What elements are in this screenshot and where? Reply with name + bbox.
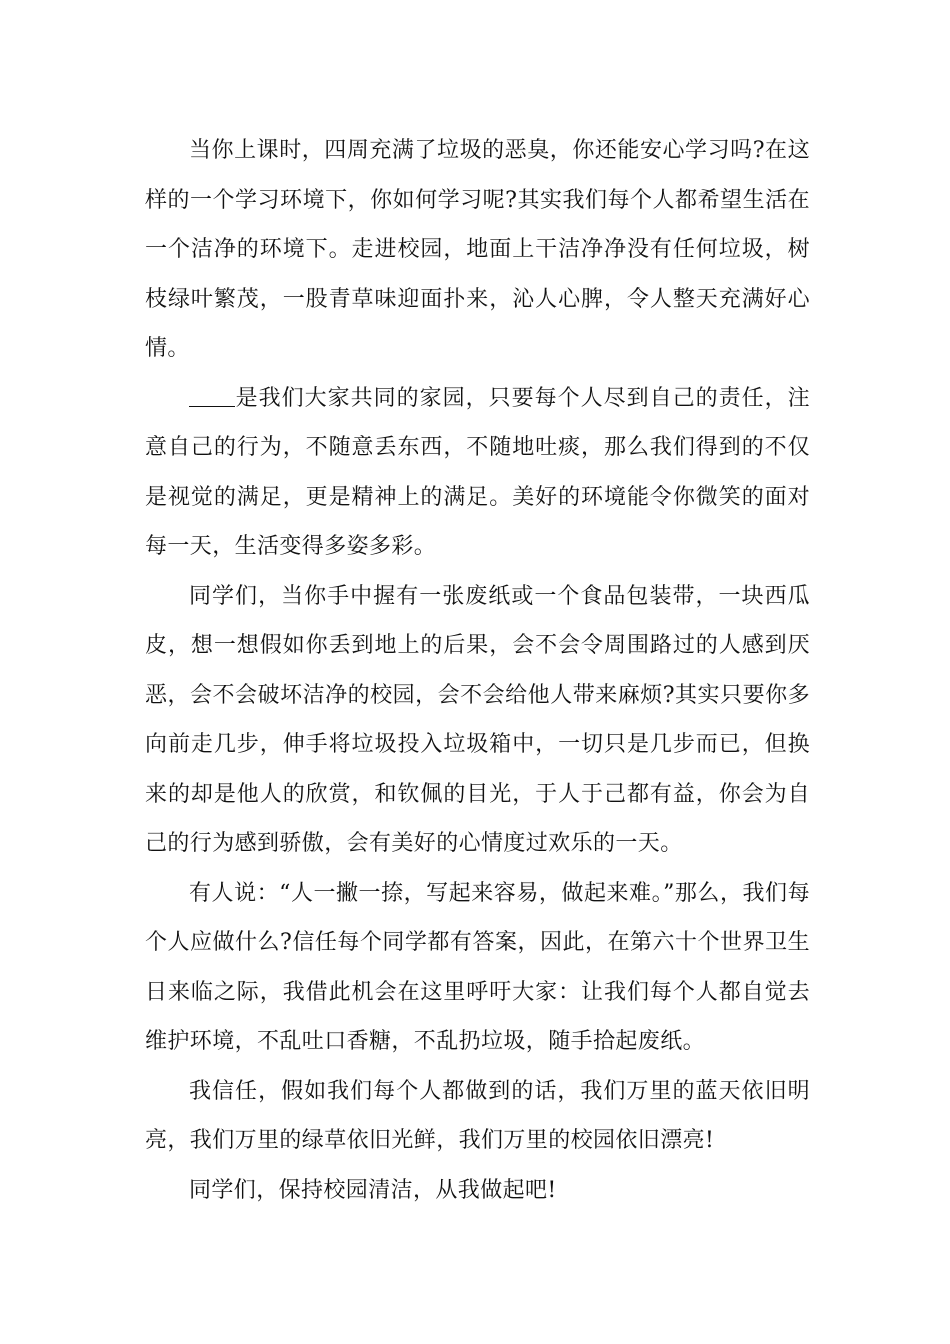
fill-in-blank [189,386,235,407]
paragraph-1-text: 当你上课时，四周充满了垃圾的恶臭，你还能安心学习吗?在这样的一个学习环境下，你如何学习呢?其实我们每个人都希望生活在一个洁净的环境下。走进校园，地面上干洁净净没有任何垃圾，树枝绿叶繁茂，一股青草味迎面扑来，沁人心脾，令人整天充满好心情。 [145,138,810,361]
paragraph-5-text: 我信任，假如我们每个人都做到的话，我们万里的蓝天依旧明亮，我们万里的绿草依旧光鲜，我们万里的校园依旧漂亮! [145,1078,810,1153]
paragraph-6-text: 同学们，保持校园清洁，从我做起吧! [189,1177,557,1203]
paragraph-4 [145,869,810,1067]
paragraph-2-text: 是我们大家共同的家园，只要每个人尽到自己的责任，注意自己的行为，不随意丢东西，不随地吐痰，那么我们得到的不仅是视觉的满足，更是精神上的满足。美好的环境能令你微笑的面对每一天，生活变得多姿多彩。 [145,385,810,559]
paragraph-6 [145,1166,810,1216]
paragraph-2 [145,374,810,572]
document-body [145,126,810,1215]
paragraph-3 [145,572,810,869]
paragraph-3-text: 同学们，当你手中握有一张废纸或一个食品包装带，一块西瓜皮，想一想假如你丢到地上的后果，会不会令周围路过的人感到厌恶，会不会破坏洁净的校园，会不会给他人带来麻烦?其实只要你多向前走几步，伸手将垃圾投入垃圾箱中，一切只是几步而已，但换来的却是他人的欣赏，和钦佩的目光，于人于己都有益，你会为自己的行为感到骄傲，会有美好的心情度过欢乐的一天。 [145,583,811,856]
paragraph-5 [145,1067,810,1166]
paragraph-4-text: 有人说：“人一撇一捺，写起来容易，做起来难。”那么，我们每个人应做什么?信任每个同学都有答案，因此，在第六十个世界卫生日来临之际，我借此机会在这里呼吁大家：让我们每个人都自觉去维护环境，不乱吐口香糖，不乱扔垃圾，随手拾起废纸。 [145,880,810,1054]
paragraph-1 [145,126,810,374]
